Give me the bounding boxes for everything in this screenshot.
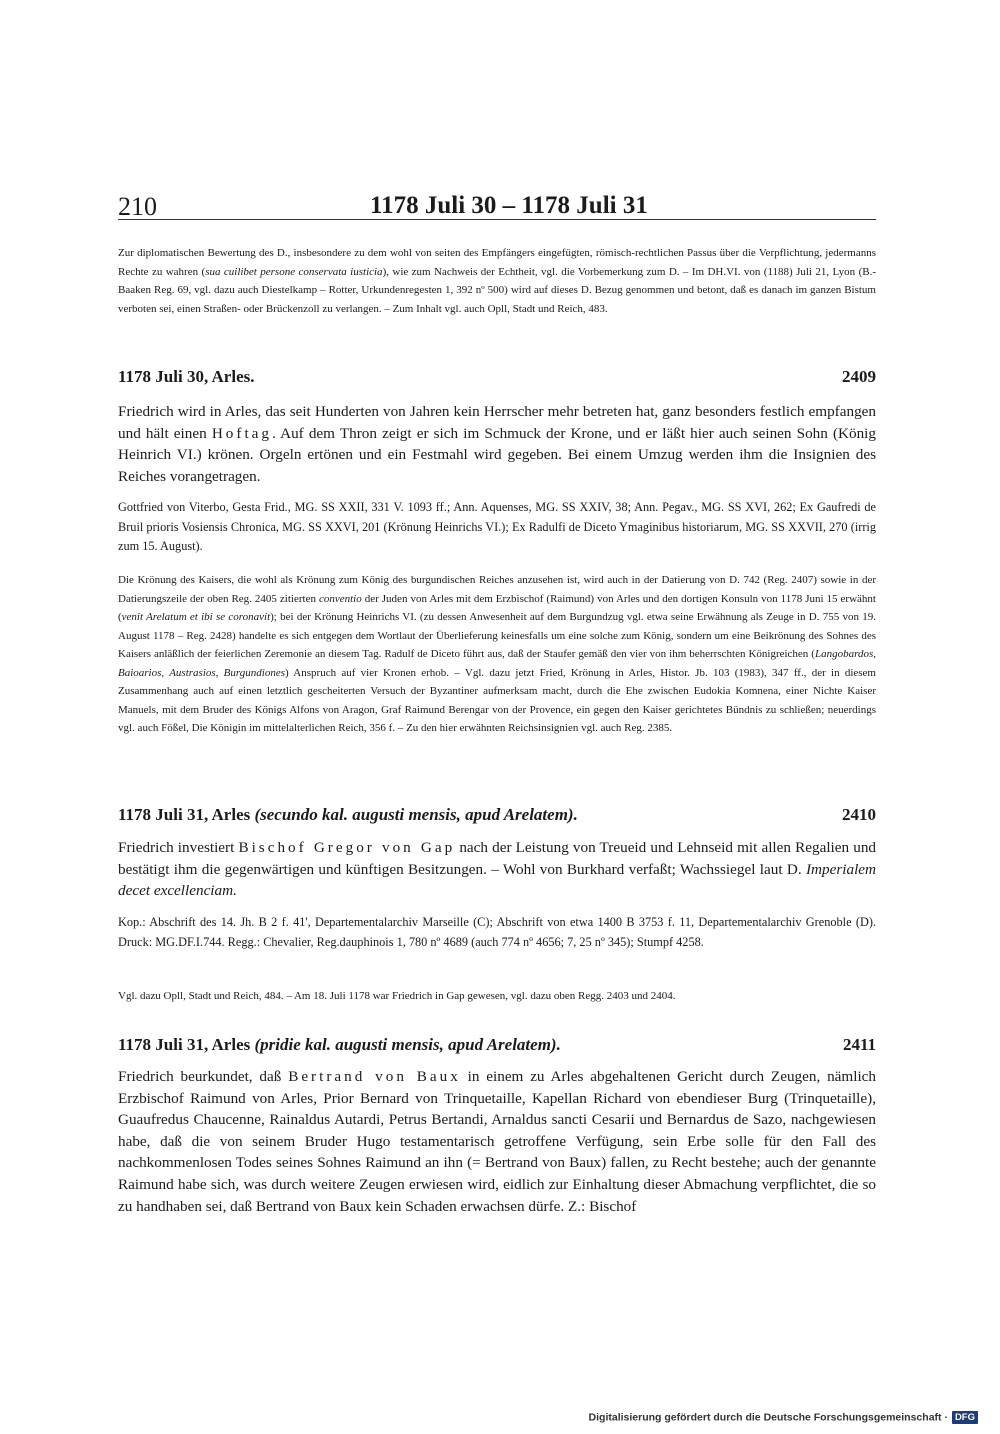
intro-note-quote: sua cuilibet persone conservata iusticia bbox=[205, 265, 383, 278]
entry-2409-note-b: der Juden von Arles mit dem Erzbischof (Raimund) von Arles und den dortigen Konsuln von 1178 Juni 15 erwähnt ( bbox=[118, 592, 876, 623]
entry-2409-text-a: Friedrich wird in Arles, das seit Hunderten von Jahren kein Herrscher mehr betreten hat, ganz besonders festlich empfangen und hält einen bbox=[118, 403, 876, 442]
entry-2409-number: 2409 bbox=[842, 367, 876, 386]
entry-2410-number: 2410 bbox=[842, 805, 876, 824]
entry-2409-note-it3: Langobardos, Baioarios, Austrasios, Burgundiones bbox=[118, 648, 876, 679]
entry-2410-sources: Kop.: Abschrift des 14. Jh. B 2 f. 41', Departementalarchiv Marseille (C); Abschrift von etwa 1400 B 3753 f. 11, Departementalarchiv Grenoble (D). Druck: MG.DF.I.744. Regg.: Chevalier, Reg.dauphinois 1, 780 nº 4689 (auch 774 nº 4656; 7, 25 nº 345); Stumpf 4258. bbox=[118, 915, 876, 949]
intro-note-text-2: ), wie zum Nachweis der Echtheit, vgl. die Vorbemerkung zum D. – Im DH.VI. von (1188) Juli 21, Lyon (B.-Baaken Reg. 69, vgl. dazu auch Diestelkamp – Rotter, Urkundenregesten 1, 392 nº 500) wird auf dieses D. Bezug genommen und betont, daß es danach im ganzen Bistum verboten sei, einen Straßen- oder Brückenzoll zu verlangen. – Zum Inhalt vgl. auch Opll, Stadt und Reich, 483. bbox=[118, 265, 876, 315]
entry-2411-heading bbox=[118, 1035, 876, 1061]
entry-2410-incipit: Imperialem decet excellenciam. bbox=[118, 860, 876, 900]
entry-2411-title bbox=[118, 1035, 561, 1055]
intro-note bbox=[118, 244, 876, 318]
entry-2409-note bbox=[118, 571, 876, 738]
footer-credit-text: Digitalisierung gefördert durch die Deutsche Forschungsgemeinschaft · bbox=[588, 1411, 948, 1424]
entry-2410-text-a: Friedrich investiert bbox=[118, 839, 239, 856]
header-rule bbox=[118, 219, 876, 220]
entry-2410-title-latin: (secundo kal. augusti mensis, apud Arelatem). bbox=[254, 805, 578, 824]
entry-2410-text-b: nach der Leistung von Treueid und Lehnseid mit allen Regalien und bestätigt ihm die gegenwärtigen und künftigen Besitzungen. – Wohl von Burkhard verfaßt; Wachssiegel laut D. bbox=[118, 839, 877, 878]
entry-2410-heading bbox=[118, 805, 876, 831]
entry-2409-note-it2: venit Arelatum et ibi se coronavit bbox=[121, 611, 271, 623]
entry-2411-text bbox=[118, 1066, 876, 1217]
entry-2410-title-date: 1178 Juli 31, Arles bbox=[118, 805, 255, 824]
intro-note-text: Zur diplomatischen Bewertung des D., insbesondere zu dem wohl von seiten des Empfängers eingefügten, römisch-rechtlichen Passus über die Verpflichtung, jedermanns Rechte zu wahren ( bbox=[118, 247, 876, 278]
entry-2411-title-date: 1178 Juli 31, Arles bbox=[118, 1035, 255, 1054]
entry-2409-note-a: Die Krönung des Kaisers, die wohl als Krönung zum König des burgundischen Reiches anzusehen ist, wird auch in der Datierung von D. 742 (Reg. 2407) sowie in der Datierungszeile der oben Reg. 2405 zitierten bbox=[118, 574, 876, 605]
entry-2409-title: 1178 Juli 30, Arles. bbox=[118, 367, 255, 386]
entry-2409-heading bbox=[118, 367, 876, 393]
entry-2411-spaced: Bertrand von Baux bbox=[288, 1068, 461, 1085]
page-number: 210 bbox=[118, 192, 157, 221]
entry-2411-title-latin: (pridie kal. augusti mensis, apud Arelatem). bbox=[254, 1035, 561, 1054]
entry-2409-spaced: Hoftag bbox=[211, 424, 273, 442]
footer-credit bbox=[589, 1411, 978, 1427]
entry-2411-number: 2411 bbox=[842, 1035, 876, 1054]
entry-2411-text-a: Friedrich beurkundet, daß bbox=[118, 1068, 289, 1085]
entry-2410-note: Vgl. dazu Opll, Stadt und Reich, 484. – Am 18. Juli 1178 war Friedrich in Gap gewesen, vgl. dazu oben Regg. 2403 und 2404. bbox=[118, 990, 676, 1002]
entry-2409-sources: Gottfried von Viterbo, Gesta Frid., MG. SS XXII, 331 V. 1093 ff.; Ann. Aquenses, MG. SS XXIV, 38; Ann. Pegav., MG. SS XVI, 262; Ex Gaufredi de Bruil prioris Vosiensis Chronica, MG. SS XXVI, 201 (Krönung Heinrichs VI.); Ex Radulfi de Diceto Ymaginibus historiarum, MG. SS XXVII, 270 (irrig zum 15. August). bbox=[118, 500, 876, 553]
dfg-logo: DFG bbox=[952, 1411, 978, 1424]
entry-2411-text-b: in einem zu Arles abgehaltenen Gericht durch Zeugen, nämlich Erzbischof Raimund von Arles, Prior Bernard von Trinquetaille, Kapellan Richard von ebendieser Burg (Trinquetaille), Guaufredus Chaucenne, Rainaldus Autardi, Petrus Bertandi, Arnaldus sancti Cesarii und Bernardus de Sazo, nachgewiesen habe, daß die von seinem Bruder Hugo testamentarisch getroffene Verfügung, sein Erbe solle für den Fall des nachkommenlosen Todes seines Sohnes Raimund an ihn (= Bertrand von Baux) fallen, zu Recht bestehe; auch der genannte Raimund habe sich, was durch weitere Zeugen erwiesen wird, eidlich zur Einhaltung dieser Abmachung verpflichtet, die so zu handhaben sei, daß Bertrand von Baux kein Schaden erwachsen dürfe. Z.: Bischof bbox=[118, 1068, 877, 1215]
entry-2409-text-b: . Auf dem Thron zeigt er sich im Schmuck der Krone, und er läßt hier auch seinen Sohn (König Heinrich VI.) krönen. Orgeln ertönen und ein Festmahl wird gegeben. Bei einem Umzug werden ihm die Insignien des Reiches vorangetragen. bbox=[118, 424, 876, 485]
entry-2409-text bbox=[118, 401, 876, 487]
page-header bbox=[118, 188, 876, 228]
entry-2410-text bbox=[118, 837, 876, 902]
entry-2409-note-c: ); bei der Krönung Heinrichs VI. (zu dessen Anwesenheit auf dem Burgundzug vgl. etwa seine Erwähnung als Zeuge in D. 755 von 19. August 1178 – Reg. 2428) handelte es sich entgegen dem Wortlaut der Überlieferung keinesfalls um eine solche zum König, sondern um eine Beikrönung des Sohnes des Kaisers anläßlich der feierlichen Zeremonie an diesem Tag. Radulf de Diceto führt aus, daß der Staufer gemäß den vier von ihm beherrschten Königreichen ( bbox=[118, 611, 876, 660]
running-title: 1178 Juli 30 – 1178 Juli 31 bbox=[370, 192, 648, 219]
entry-2410-title bbox=[118, 805, 578, 825]
entry-2410-spaced: Bischof Gregor von Gap bbox=[238, 839, 456, 856]
entry-2409-note-d: ) Anspruch auf vier Kronen erhob. – Vgl. dazu jetzt Fried, Krönung in Arles, Histor. Jb. 103 (1983), 347 ff., der in diesem Zusammenhang auch auf einen letztlich gescheiterten Versuch der Byzantiner aufmerksam macht, durch die Ehe zwischen Eudokia Komnena, einer Nichte Kaiser Manuels, mit dem Bruder des Königs Alfons von Aragon, Graf Raimund Berengar von der Provence, ein gegen den Kaiser gerichtetes Bündnis zu schließen; neuerdings vgl. auch Fößel, Die Königin im mittelalterlichen Reich, 356 f. – Zu den hier erwähnten Reichsinsignien vgl. auch Reg. 2385. bbox=[118, 666, 876, 734]
entry-2409-note-it1: conventio bbox=[318, 592, 362, 605]
